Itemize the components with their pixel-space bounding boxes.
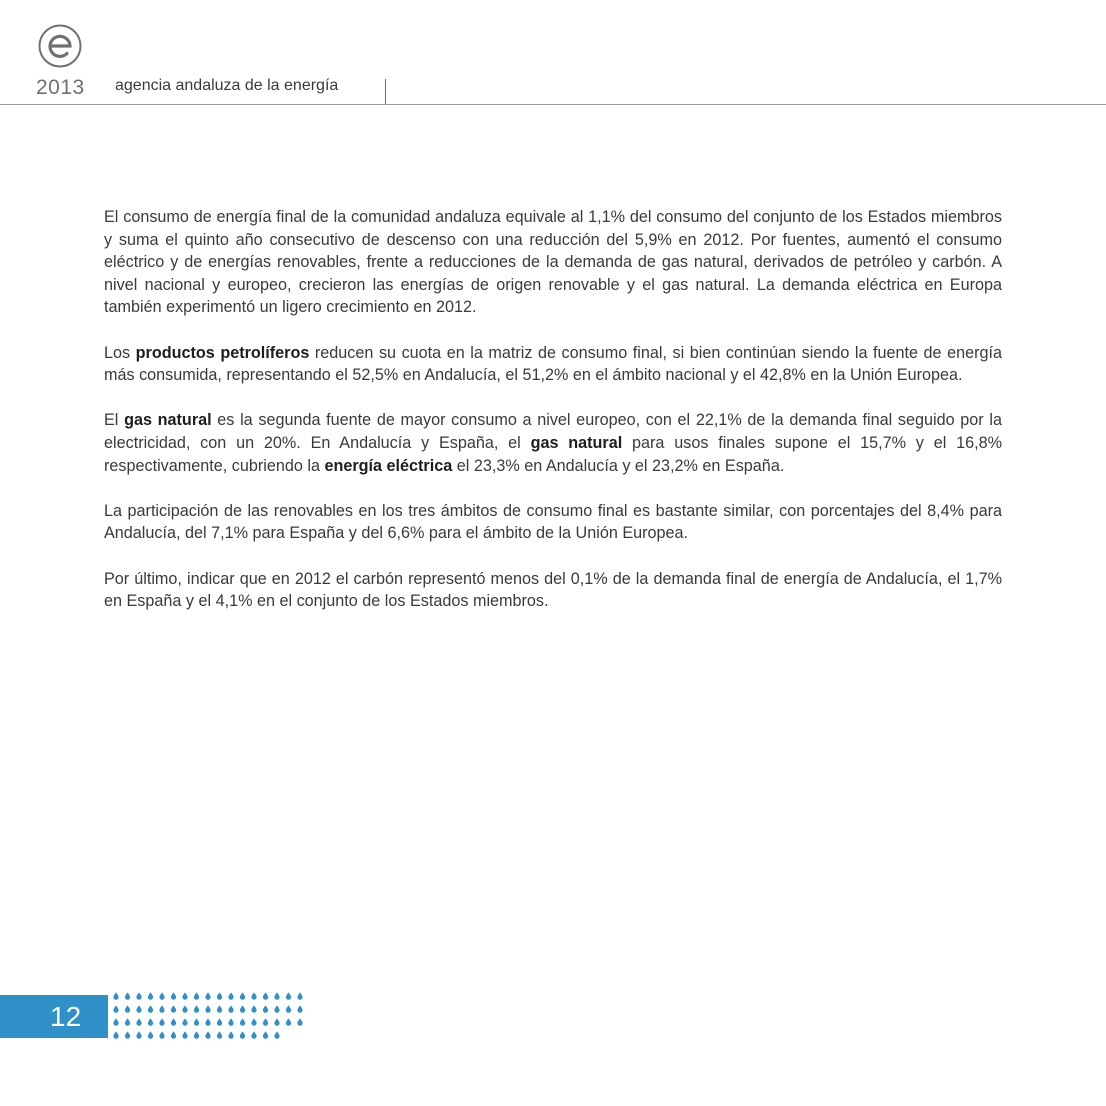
paragraph-3-text: El: [104, 411, 125, 430]
dot-mark: [148, 1031, 153, 1038]
dot-mark: [113, 1031, 118, 1038]
paragraph-3-text: para usos finales supone el 15,7% y el 16,8% respectivamente, cubriendo la: [104, 433, 1002, 475]
dot-mark: [159, 1031, 164, 1038]
dot-mark: [205, 992, 210, 999]
paragraph-3: [104, 409, 1002, 477]
dot-mark: [263, 992, 268, 999]
dot-mark: [274, 1005, 279, 1012]
dot-mark: [113, 992, 118, 999]
paragraph-1: El consumo de energía final de la comunidad andaluza equivale al 1,1% del consumo del conjunto de los Estados miembros y suma el quinto año consecutivo de descenso con una reducción del 5,9% en 2012. Por fuentes, aumentó el consumo eléctrico y de energías renovables, frente a reducciones de la demanda de gas natural, derivados de petróleo y carbón. A nivel nacional y europeo, crecieron las energías de origen renovable y el gas natural. La demanda eléctrica en Europa también experimentó un ligero crecimiento en 2012.: [104, 208, 1002, 317]
paragraph-2: [104, 342, 1002, 387]
dot-mark: [286, 1005, 291, 1012]
paragraph-2-text: reducen su cuota en la matriz de consumo final, si bien continúan siendo la fuente de energía más consumida, representando el 52,5% en Andalucía, el 51,2% en el ámbito nacional y el 42,8% en la Unión Europea.: [104, 343, 1002, 385]
dot-mark: [228, 1031, 233, 1038]
dot-mark: [148, 1018, 153, 1025]
header-divider-tick: [385, 79, 386, 105]
paragraph-3-bold: gas natural: [530, 433, 623, 452]
dot-mark: [251, 992, 256, 999]
dot-mark: [136, 992, 141, 999]
dot-mark: [263, 1031, 268, 1038]
dot-mark: [251, 1031, 256, 1038]
dot-mark: [217, 1018, 222, 1025]
dot-mark: [251, 1018, 256, 1025]
dot-mark: [148, 1005, 153, 1012]
dot-mark: [136, 1031, 141, 1038]
dot-mark: [148, 992, 153, 999]
dot-mark: [125, 992, 130, 999]
dot-mark: [228, 1005, 233, 1012]
dot-mark: [182, 992, 187, 999]
paragraph-5: Por último, indicar que en 2012 el carbón representó menos del 0,1% de la demanda final de energía de Andalucía, el 1,7% en España y el 4,1% en el conjunto de los Estados miembros.: [104, 569, 1002, 611]
dot-mark: [159, 1018, 164, 1025]
dot-mark: [171, 1018, 176, 1025]
paragraph-2-bold: productos petrolíferos: [135, 343, 310, 362]
dot-mark: [113, 1018, 118, 1025]
decorative-dots-icon: [106, 988, 316, 1040]
dot-mark: [286, 992, 291, 999]
dot-mark: [194, 1005, 199, 1012]
dot-mark: [182, 1031, 187, 1038]
dot-mark: [194, 1018, 199, 1025]
dot-mark: [159, 1005, 164, 1012]
dot-mark: [228, 1018, 233, 1025]
dot-mark: [251, 1005, 256, 1012]
dot-mark: [194, 992, 199, 999]
dot-mark: [240, 1031, 245, 1038]
agency-name: agencia andaluza de la energía: [115, 77, 339, 94]
dot-mark: [171, 1005, 176, 1012]
dot-mark: [182, 1018, 187, 1025]
dot-mark: [228, 992, 233, 999]
dot-mark: [274, 992, 279, 999]
paragraph-3-text: el 23,3% en Andalucía y el 23,2% en España.: [452, 456, 785, 475]
dot-mark: [217, 1031, 222, 1038]
dot-mark: [194, 1031, 199, 1038]
dot-mark: [240, 1005, 245, 1012]
dot-mark: [286, 1018, 291, 1025]
dot-mark: [274, 1031, 279, 1038]
paragraph-3-bold: energía eléctrica: [324, 456, 453, 475]
dot-mark: [297, 1005, 302, 1012]
dot-mark: [125, 1018, 130, 1025]
dot-mark: [171, 1031, 176, 1038]
logo-year: 2013: [36, 76, 85, 99]
paragraph-3-bold: gas natural: [124, 411, 212, 430]
dot-mark: [182, 1005, 187, 1012]
page-number: 12: [50, 1001, 82, 1032]
body-text: [104, 206, 1002, 635]
dot-mark: [240, 1018, 245, 1025]
dot-mark: [217, 1005, 222, 1012]
header-rule: [0, 104, 1106, 105]
dot-mark: [274, 1018, 279, 1025]
dot-mark: [263, 1018, 268, 1025]
paragraph-2-text: Los: [104, 343, 136, 362]
dot-mark: [171, 992, 176, 999]
dot-mark: [125, 1005, 130, 1012]
dot-mark: [297, 1018, 302, 1025]
dot-mark: [113, 1005, 118, 1012]
dot-mark: [297, 992, 302, 999]
dot-mark: [125, 1031, 130, 1038]
dot-mark: [217, 992, 222, 999]
dot-mark: [205, 1018, 210, 1025]
logo-e-icon: [38, 24, 82, 68]
dot-mark: [240, 992, 245, 999]
dot-mark: [136, 1005, 141, 1012]
paragraph-4: La participación de las renovables en los tres ámbitos de consumo final es bastante similar, con porcentajes del 8,4% para Andalucía, del 7,1% para España y del 6,6% para el ámbito de la Unión Europea.: [104, 501, 1002, 543]
dot-mark: [159, 992, 164, 999]
dot-mark: [205, 1005, 210, 1012]
dot-mark: [263, 1005, 268, 1012]
dot-mark: [136, 1018, 141, 1025]
paragraph-3-text: es la segunda fuente de mayor consumo a nivel europeo, con el 22,1% de la demanda final seguido por la electricidad, con un 20%. En Andalucía y España, el: [104, 411, 1002, 452]
dot-mark: [205, 1031, 210, 1038]
